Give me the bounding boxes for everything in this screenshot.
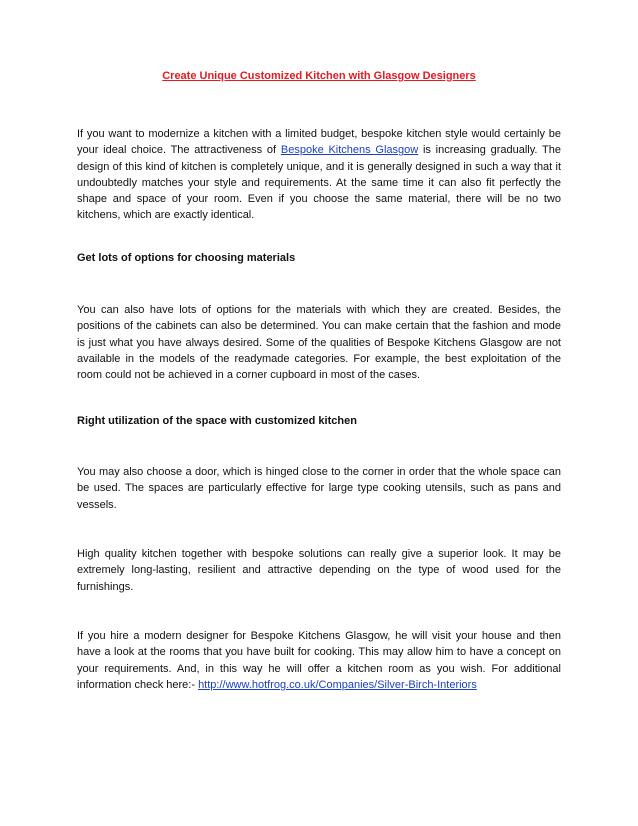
section-heading-materials: Get lots of options for choosing materials: [77, 252, 296, 264]
space-paragraph: You may also choose a door, which is hinged close to the corner in order that the whole space can be used. The spaces are particularly effective for large type cooking utensils, such as pans and vessels.: [77, 466, 561, 511]
bespoke-kitchens-glasgow-link[interactable]: Bespoke Kitchens Glasgow: [280, 144, 419, 157]
intro-text-before: If you want to modernize a kitchen with a limited budget, bespoke kitchen style would certainly be your ideal choice. The attractiveness of: [77, 128, 561, 157]
section-heading-space: Right utilization of the space with customized kitchen: [77, 415, 357, 427]
hotfrog-url-link[interactable]: http://www.hotfrog.co.uk/Companies/Silver-Birch-Interiors: [198, 678, 477, 691]
designer-paragraph: [77, 628, 561, 693]
materials-paragraph: You can also have lots of options for the materials with which they are created. Besides, the positions of the cabinets can also be determined. You can make certain that the fashion and mode is just what you have always desired. Some of the qualities of Bespoke Kitchens Glasgow are not available in the models of the readymade categories. For example, the best exploitation of the room could not be achieved in a corner cupboard in most of the cases.: [77, 304, 561, 382]
intro-paragraph: [77, 126, 561, 224]
intro-text-after: is increasing gradually. The design of this kind of kitchen is completely unique, and it is generally designed in such a way that it undoubtedly matches your style and requirements. At the same time it can also fit perfectly the shape and space of your room. Even if you choose the same material, there will be no two kitchens, which are exactly identical.: [77, 144, 561, 222]
quality-paragraph: High quality kitchen together with bespoke solutions can really give a superior look. It may be extremely long-lasting, resilient and attractive depending on the type of wood used for the furnishings.: [77, 548, 561, 593]
page-title: Create Unique Customized Kitchen with Glasgow Designers: [162, 70, 476, 82]
designer-text-before: If you hire a modern designer for Bespoke Kitchens Glasgow, he will visit your house and then have a look at the rooms that you have built for cooking. This may allow him to have a concept on your requirements. And, in this way he will offer a kitchen room as you wish. For additional information check here:-: [77, 630, 561, 691]
